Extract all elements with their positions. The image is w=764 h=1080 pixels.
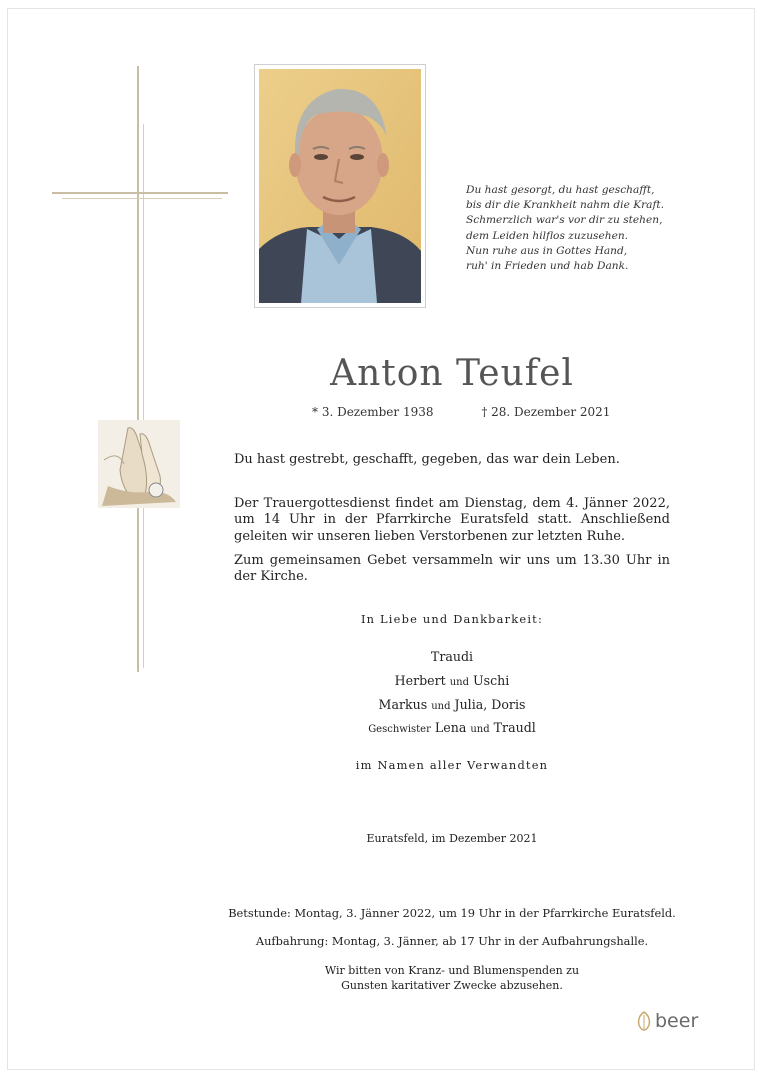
funeral-home-logo (636, 1008, 698, 1034)
laying-out-info: Aufbahrung: Montag, 3. Jänner, ab 17 Uhr in der Aufbahrungshalle. (255, 934, 649, 948)
prayer-announcement: Zum gemeinsamen Gebet versammeln wir uns um 13.30 Uhr in der Kirche. (234, 553, 670, 585)
logo-text: beer (655, 1010, 699, 1032)
family-line (212, 673, 692, 688)
family-member: Uschi (473, 673, 510, 688)
portrait-photo (254, 64, 426, 308)
portrait-image (259, 69, 421, 303)
family-member: Julia, Doris (454, 697, 526, 712)
request-line: Gunsten karitativer Zwecke abzusehen. (341, 979, 563, 992)
prayer-hour-info: Betstunde: Montag, 3. Jänner 2022, um 19 Uhr in der Pfarrkirche Euratsfeld. (228, 906, 676, 920)
deceased-name: Anton Teufel (330, 353, 574, 394)
poem-line: Nun ruhe aus in Gottes Hand, (466, 244, 628, 257)
in-love-heading: In Liebe und Dankbarkeit: (360, 612, 544, 626)
conjunction: und (431, 701, 451, 712)
praying-hands-icon (98, 420, 180, 508)
family-line (212, 649, 692, 664)
family-member: Herbert (394, 673, 446, 688)
motto: Du hast gestrebt, geschafft, gegeben, das war dein Leben. (234, 452, 620, 467)
family-member: Lena (434, 720, 467, 735)
relation-label: Geschwister (368, 724, 431, 735)
life-dates (312, 405, 712, 419)
relatives-line: im Namen aller Verwandten (355, 758, 549, 772)
donation-request (212, 963, 692, 993)
poem-line: Schmerzlich war's vor dir zu stehen, (466, 214, 663, 227)
conjunction: und (449, 677, 470, 688)
family-member: Markus (378, 697, 428, 712)
place-date: Euratsfeld, im Dezember 2021 (366, 832, 538, 845)
family-member: Traudi (430, 649, 474, 664)
poem-line: ruh' in Frieden und hab Dank. (466, 260, 629, 273)
service-announcement: Der Trauergottesdienst findet am Dienstag, dem 4. Jänner 2022, um 14 Uhr in der Pfarrkirche Euratsfeld statt. Anschließend geleiten wir unseren lieben Verstorbenen zur letzten Ruhe. (234, 496, 670, 544)
birth-date: * 3. Dezember 1938 (312, 405, 434, 419)
death-date: † 28. Dezember 2021 (481, 405, 611, 419)
family-member: Traudl (493, 720, 536, 735)
poem-line: dem Leiden hilflos zuzusehen. (466, 229, 629, 242)
conjunction: und (470, 724, 490, 735)
family-line (212, 720, 692, 735)
poem-line: bis dir die Krankheit nahm die Kraft. (466, 199, 665, 212)
memorial-poem (466, 183, 726, 274)
request-line: Wir bitten von Kranz- und Blumenspenden zu (324, 964, 580, 977)
family-line (212, 697, 692, 712)
poem-line: Du hast gesorgt, du hast geschafft, (466, 184, 655, 196)
leaf-icon (636, 1011, 652, 1031)
